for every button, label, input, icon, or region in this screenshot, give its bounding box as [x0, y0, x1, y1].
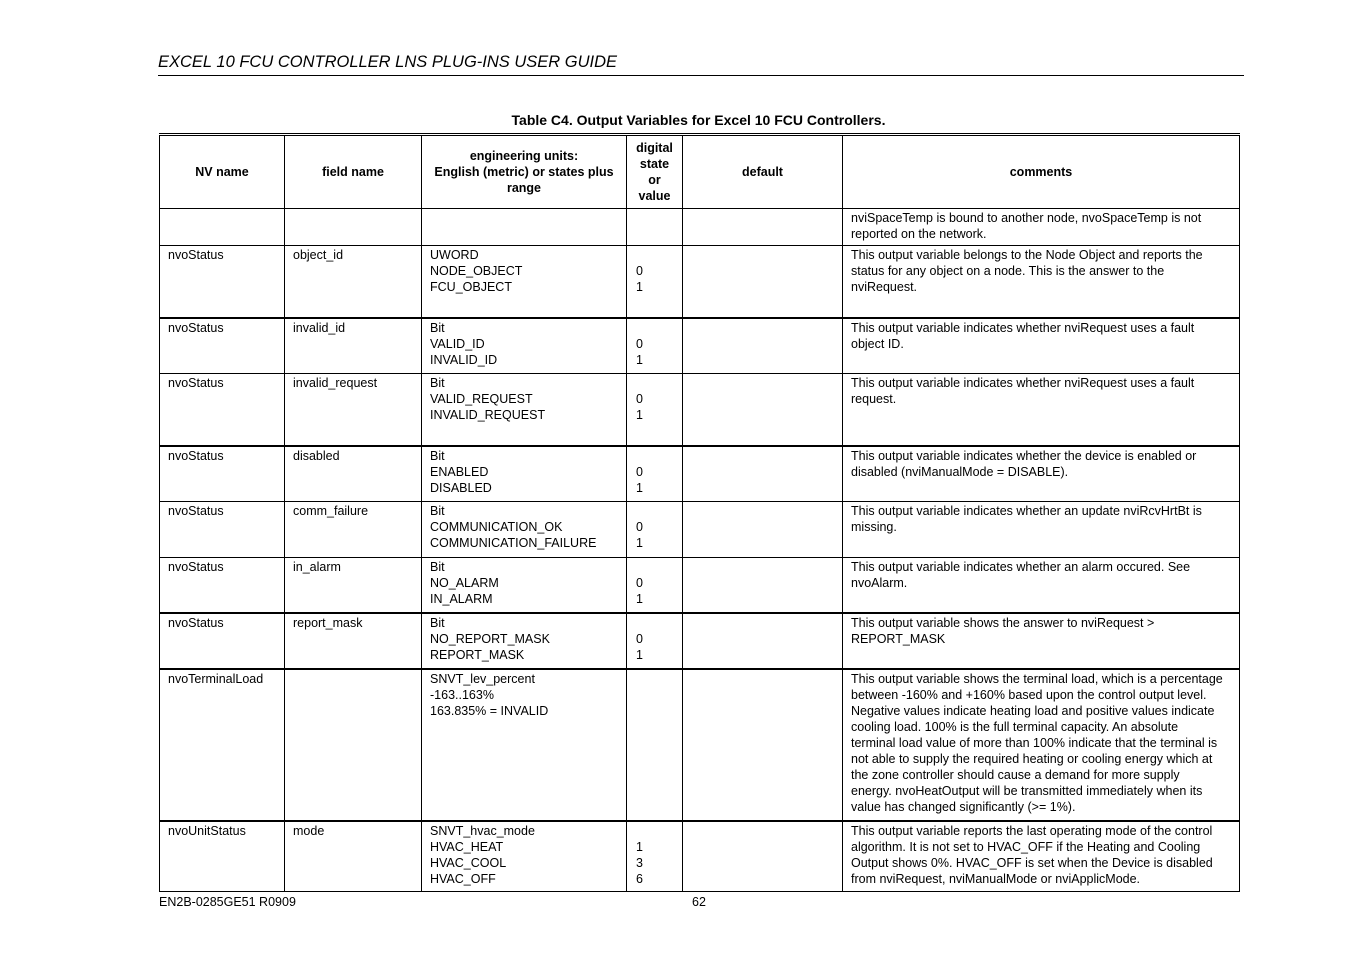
- cell-comments: This output variable shows the answer to nviRequest > REPORT_MASK: [843, 613, 1240, 669]
- cell-digital: 0 1: [627, 318, 683, 374]
- cell-comments: This output variable reports the last operating mode of the control algorithm. It is not set to HVAC_OFF if the Heating and Cooling Output shows 0%. HVAC_OFF is set when the Device is disabled from nviRequest, nviManualMode or nviApplicMode.: [843, 821, 1240, 892]
- cell-default: [683, 246, 843, 318]
- cell-field-name: report_mask: [285, 613, 422, 669]
- table-row: [160, 209, 1240, 246]
- cell-digital: [627, 209, 683, 246]
- cell-digital: 0 1: [627, 374, 683, 446]
- cell-default: [683, 613, 843, 669]
- table-row: [160, 374, 1240, 446]
- table-row: [160, 669, 1240, 821]
- cell-field-name: in_alarm: [285, 558, 422, 613]
- cell-field-name: comm_failure: [285, 502, 422, 558]
- page-number: 62: [692, 895, 706, 909]
- cell-digital: 0 1: [627, 246, 683, 318]
- cell-nv-name: nvoStatus: [160, 318, 285, 374]
- cell-comments: This output variable indicates whether an update nviRcvHrtBt is missing.: [843, 502, 1240, 558]
- cell-field-name: mode: [285, 821, 422, 892]
- cell-nv-name: nvoStatus: [160, 502, 285, 558]
- cell-field-name: disabled: [285, 446, 422, 502]
- table-row: [160, 613, 1240, 669]
- cell-default: [683, 821, 843, 892]
- cell-field-name: [285, 209, 422, 246]
- cell-field-name: object_id: [285, 246, 422, 318]
- cell-units: SNVT_hvac_mode HVAC_HEAT HVAC_COOL HVAC_OFF: [422, 821, 627, 892]
- cell-field-name: invalid_request: [285, 374, 422, 446]
- header-nv-name: NV name: [160, 135, 285, 209]
- table-row: [160, 246, 1240, 318]
- header-digital-state: digital state or value: [627, 135, 683, 209]
- table-row: [160, 558, 1240, 613]
- cell-comments: This output variable indicates whether nviRequest uses a fault object ID.: [843, 318, 1240, 374]
- table-row: [160, 446, 1240, 502]
- cell-units: Bit VALID_ID INVALID_ID: [422, 318, 627, 374]
- cell-digital: [627, 669, 683, 821]
- table-header-row: [160, 135, 1240, 209]
- cell-default: [683, 669, 843, 821]
- cell-comments: This output variable belongs to the Node Object and reports the status for any object on a node. This is the answer to the nviRequest.: [843, 246, 1240, 318]
- header-comments: comments: [843, 135, 1240, 209]
- cell-units: Bit COMMUNICATION_OK COMMUNICATION_FAILURE: [422, 502, 627, 558]
- cell-nv-name: nvoStatus: [160, 558, 285, 613]
- cell-nv-name: nvoUnitStatus: [160, 821, 285, 892]
- header-engineering-units: engineering units: English (metric) or states plus range: [422, 135, 627, 209]
- cell-nv-name: nvoStatus: [160, 246, 285, 318]
- document-id: EN2B-0285GE51 R0909: [159, 895, 296, 909]
- cell-comments: This output variable shows the terminal load, which is a percentage between -160% and +160% based upon the control output level. Negative values indicate heating load and positive values indicate cooling load. 100% is the full terminal capacity. An absolute terminal load value of more than 100% indicate that the terminal is not able to supply the required heating or cooling energy which at the zone controller should cause a demand for more supply energy. nvoHeatOutput will be transmitted immediately when its value has changed significantly (>= 1%).: [843, 669, 1240, 821]
- cell-nv-name: nvoStatus: [160, 613, 285, 669]
- cell-comments: This output variable indicates whether an alarm occured. See nvoAlarm.: [843, 558, 1240, 613]
- cell-comments: This output variable indicates whether the device is enabled or disabled (nviManualMode = DISABLE).: [843, 446, 1240, 502]
- cell-units: Bit ENABLED DISABLED: [422, 446, 627, 502]
- cell-default: [683, 446, 843, 502]
- cell-field-name: invalid_id: [285, 318, 422, 374]
- header-field-name: field name: [285, 135, 422, 209]
- cell-default: [683, 558, 843, 613]
- cell-nv-name: nvoStatus: [160, 446, 285, 502]
- cell-units: Bit VALID_REQUEST INVALID_REQUEST: [422, 374, 627, 446]
- document-header: EXCEL 10 FCU CONTROLLER LNS PLUG-INS USER GUIDE: [158, 52, 1244, 76]
- cell-nv-name: [160, 209, 285, 246]
- output-variables-table: [159, 133, 1240, 892]
- cell-default: [683, 502, 843, 558]
- cell-default: [683, 374, 843, 446]
- cell-comments: This output variable indicates whether nviRequest uses a fault request.: [843, 374, 1240, 446]
- cell-comments: nviSpaceTemp is bound to another node, nvoSpaceTemp is not reported on the network.: [843, 209, 1240, 246]
- cell-digital: 1 3 6: [627, 821, 683, 892]
- cell-nv-name: nvoTerminalLoad: [160, 669, 285, 821]
- cell-default: [683, 209, 843, 246]
- cell-digital: 0 1: [627, 446, 683, 502]
- cell-units: Bit NO_ALARM IN_ALARM: [422, 558, 627, 613]
- cell-units: Bit NO_REPORT_MASK REPORT_MASK: [422, 613, 627, 669]
- cell-units: UWORD NODE_OBJECT FCU_OBJECT: [422, 246, 627, 318]
- table-row: [160, 318, 1240, 374]
- cell-nv-name: nvoStatus: [160, 374, 285, 446]
- cell-digital: 0 1: [627, 502, 683, 558]
- table-row: [160, 502, 1240, 558]
- cell-digital: 0 1: [627, 613, 683, 669]
- cell-units: SNVT_lev_percent -163..163% 163.835% = INVALID: [422, 669, 627, 821]
- header-default: default: [683, 135, 843, 209]
- cell-field-name: [285, 669, 422, 821]
- table-row: [160, 821, 1240, 892]
- cell-digital: 0 1: [627, 558, 683, 613]
- table-caption: Table C4. Output Variables for Excel 10 FCU Controllers.: [511, 112, 886, 128]
- cell-default: [683, 318, 843, 374]
- document-footer: [159, 894, 1239, 912]
- cell-units: [422, 209, 627, 246]
